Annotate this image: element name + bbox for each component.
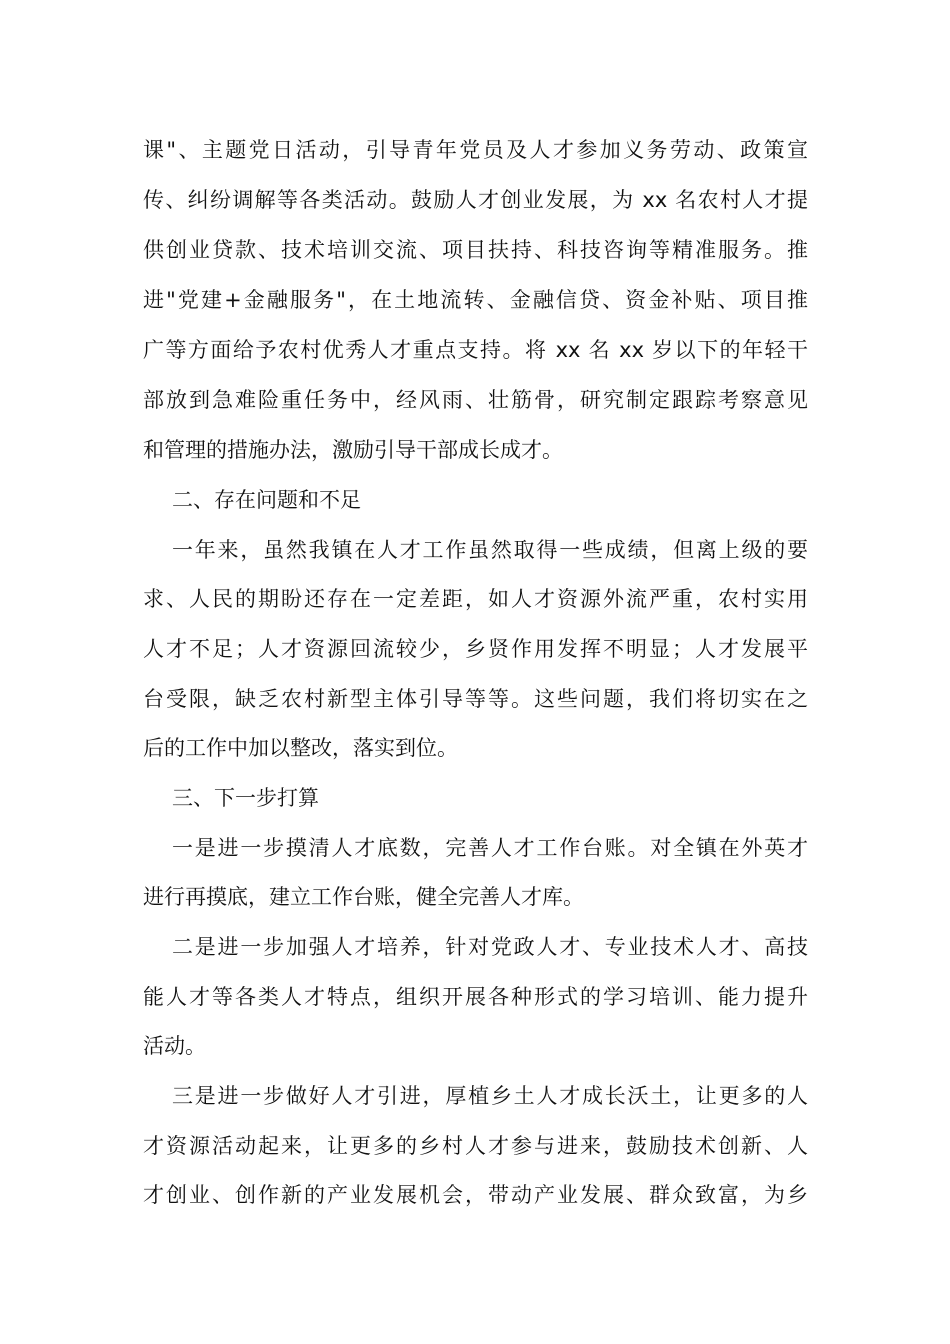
section-heading: 二、存在问题和不足: [172, 488, 361, 512]
paragraph-line: 求、人民的期盼还存在一定差距，如人才资源外流严重，农村实用: [143, 587, 808, 611]
paragraph-line: 和管理的措施办法，激励引导干部成长成才。: [143, 438, 563, 462]
paragraph-line: 才创业、创作新的产业发展机会，带动产业发展、群众致富，为乡: [143, 1183, 808, 1207]
paragraph-line: 后的工作中加以整改，落实到位。: [143, 736, 458, 760]
paragraph-line: 进"党建+金融服务"，在土地流转、金融信贷、资金补贴、项目推: [143, 288, 808, 312]
paragraph-line: 课"、主题党日活动，引导青年党员及人才参加义务劳动、政策宣: [143, 138, 808, 162]
paragraph-line: 才资源活动起来，让更多的乡村人才参与进来，鼓励技术创新、人: [143, 1134, 808, 1158]
paragraph-line: 三是进一步做好人才引进，厚植乡土人才成长沃土，让更多的人: [172, 1084, 808, 1108]
paragraph-line: 进行再摸底，建立工作台账，健全完善人才库。: [143, 885, 584, 909]
paragraph-line: 一年来，虽然我镇在人才工作虽然取得一些成绩，但离上级的要: [172, 538, 808, 562]
paragraph-line: 传、纠纷调解等各类活动。鼓励人才创业发展，为 xx 名农村人才提: [143, 188, 808, 212]
paragraph-line: 台受限，缺乏农村新型主体引导等等。这些问题，我们将切实在之: [143, 687, 808, 711]
paragraph-line: 能人才等各类人才特点，组织开展各种形式的学习培训、能力提升: [143, 985, 808, 1009]
paragraph-line: 部放到急难险重任务中，经风雨、壮筋骨，研究制定跟踪考察意见: [143, 388, 808, 412]
paragraph-line: 活动。: [143, 1034, 206, 1058]
paragraph-line: 一是进一步摸清人才底数，完善人才工作台账。对全镇在外英才: [172, 836, 808, 860]
paragraph-line: 广等方面给予农村优秀人才重点支持。将 xx 名 xx 岁以下的年轻干: [143, 338, 808, 362]
paragraph-line: 人才不足；人才资源回流较少，乡贤作用发挥不明显；人才发展平: [143, 637, 808, 661]
section-heading: 三、下一步打算: [172, 786, 319, 810]
paragraph-line: 二是进一步加强人才培养，针对党政人才、专业技术人才、高技: [172, 935, 808, 959]
paragraph-line: 供创业贷款、技术培训交流、项目扶持、科技咨询等精准服务。推: [143, 238, 808, 262]
